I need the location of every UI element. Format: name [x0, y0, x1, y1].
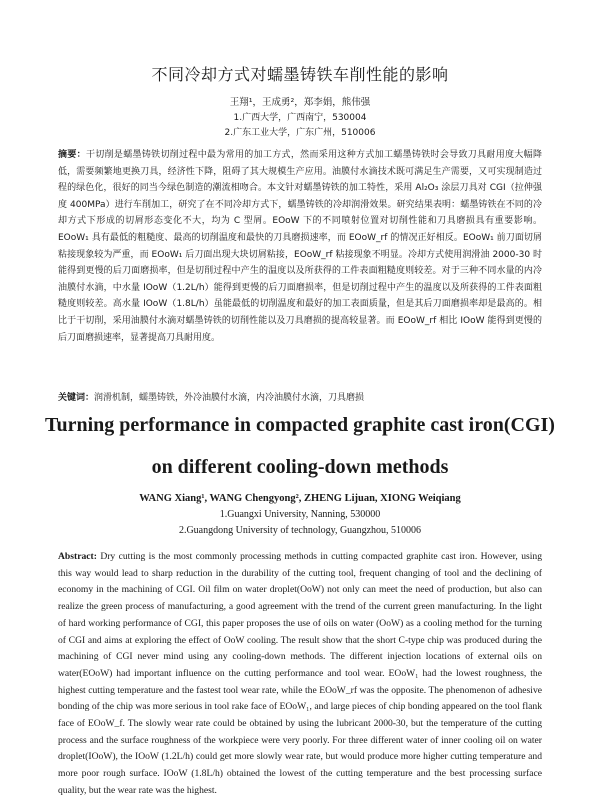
chinese-keywords	[58, 390, 542, 403]
chinese-keywords-text: 润滑机制，蠕墨铸铁，外冷油膜付水滴，内冷油膜付水滴，刀具磨损	[94, 393, 365, 403]
chinese-title: 不同冷却方式对蠕墨铸铁车削性能的影响	[151, 65, 449, 84]
chinese-abstract-label: 摘要：	[58, 150, 86, 160]
english-title-line-2: on different cooling-down methods	[151, 456, 449, 478]
chinese-authors: 王翔¹，王成勇²，郑李娟，熊伟强	[229, 97, 371, 108]
chinese-abstract	[58, 147, 542, 346]
chinese-abstract-text: 干切削是蠕墨铸铁切削过程中最为常用的加工方式，然而采用这种方式加工蠕墨铸铁时会导致刀具耐用度大幅降低，需要频繁地更换刀具，经济性下降，阻碍了其大规模生产应用。油膜付水滴技术既可满足生产需要，又可实现制造过程的绿色化，很好的同当今绿色制造的潮流相吻合。本文针对蠕墨铸铁的加工特性，采用 Al₂O₃ 涂层刀具对 CGI（拉伸强度 400MPa）进行车削加工，研究了在不同冷却方式下，蠕墨铸铁的冷却润滑效果。研究结果表明：蠕墨铸铁在不同的冷却方式下形成的切屑形态变化不大，均为 C 型屑。EOoW 下的不同喷射位置对切削性能和刀具磨损具有重要影响。EOoW₁ 具有最低的粗糙度、最高的切削温度和最快的刀具磨损速率，而 EOoW_rf 的情况正好相反。EOoW₁ 前刀面切屑粘接现象较为严重，而 EOoW₁ 后刀面出现大块切屑粘接，EOoW_rf 粘接现象不明显。冷却方式使用润滑油 2000-30 时能得到更慢的后刀面磨损率，但是切削过程中产生的温度以及所获得的工件表面粗糙度则较差。对于三种不同水量的内冷油膜付水滴，中水量 IOoW（1.2L/h）能得到更慢的后刀面磨损率，但是切削过程中产生的温度以及所获得的工件表面粗糙度则较差。高水量 IOoW（1.8L/h）虽能最低的切削温度和最好的加工表面质量，但是其后刀面磨损率却是最高的。相比于干切削，采用油膜付水滴对蠕墨铸铁的切削性能以及刀具磨损的提高较显著。而 EOoW_rf 相比 IOoW 能得到更慢的后刀面磨损速率，显著提高刀具耐用度。	[58, 150, 542, 343]
english-affiliation-1: 1.Guangxi University, Nanning, 530000	[219, 509, 381, 520]
chinese-affiliation-1: 1.广西大学，广西南宁，530004	[233, 113, 367, 123]
english-abstract-text: Dry cutting is the most commonly processing methods in cutting compacted graphite cast iron. However, using this way would lead to sharp reduction in the durability of the cutting tool, frequent changing of tool and the declining of economy in the machining of CGI. Oil film on water droplet(OoW) not only can meet the need of production, but also can realize the green process of manufacturing, a good agreement with the trend of the current green manufacturing. In the light of hard working performance of CGI, this paper proposes the use of oils on water (OoW) as a cooling method for the turning of CGI and aims at exploring the effect of OoW cooling. The result show that the short C-type chip was produced during the machining of CGI never mind using any cooling-down methods. The different injection locations of external oils on water(EOoW) had important influence on the cutting performance and tool wear. EOoW₁ had the lowest roughness, the highest cutting temperature and the fastest tool wear rate, while the EOoW_rf was the opposite. The phenomenon of adhesive bonding of the chip was more serious in tool rake face of EOoW₁, and large pieces of chip bonding appeared on the tool flank face of EOoW_f. The slowly wear rate could be obtained by using the lubricant 2000-30, but the temperature of the cutting process and the surface roughness of the workpiece were very poorly. For three different water of inner cooling oil on water droplet(IOoW), the IOoW (1.2L/h) could get more slowly wear rate, but would produce more higher cutting temperature and more poor rough surface. IOoW (1.8L/h) obtained the lowest of the cutting temperature and the best processing surface quality, but the wear rate was the highest.	[58, 551, 542, 796]
english-title-line-1: Turning performance in compacted graphite cast iron(CGI)	[45, 414, 555, 436]
chinese-keywords-label: 关键词：	[58, 393, 95, 403]
chinese-affiliation-2: 2.广东工业大学，广东广州，510006	[224, 128, 376, 138]
english-authors: WANG Xiang¹, WANG Chengyong², ZHENG Lijuan, XIONG Weiqiang	[139, 493, 461, 504]
english-abstract-label: Abstract:	[58, 551, 97, 562]
english-affiliation-2: 2.Guangdong University of technology, Guangzhou, 510006	[178, 525, 422, 536]
english-abstract	[58, 549, 542, 800]
